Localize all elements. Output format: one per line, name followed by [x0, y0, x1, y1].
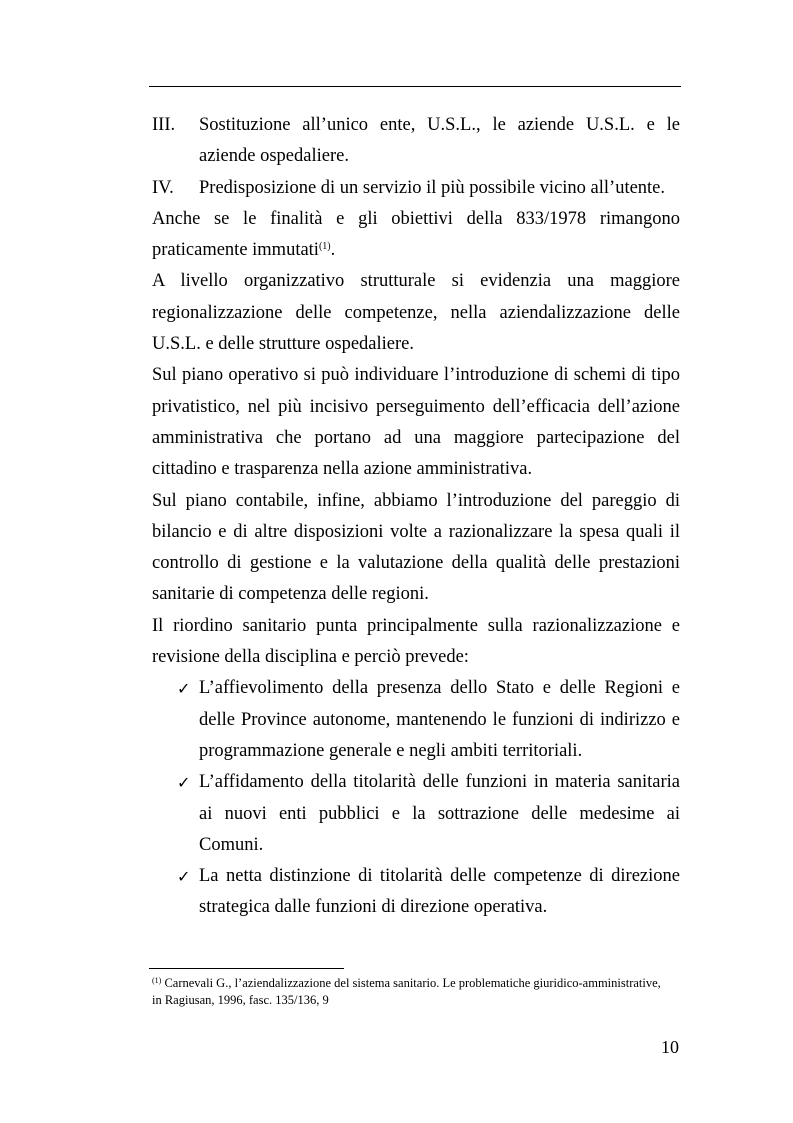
checkmark-icon: ✓ — [177, 867, 191, 887]
paragraph: Sul piano operativo si può individuare l’introduzione di schemi di tipo privatistico, nel più incisivo perseguimento dell’efficacia dell’azione amministrativa che portano ad una maggiore partecipazione del cittadino e trasparenza nella azione amministrativa. — [152, 365, 680, 480]
paragraph: Anche se le finalità e gli obiettivi della 833/1978 rimangono praticamente immutati$^{(1)}$. — [152, 208, 680, 261]
header-rule — [149, 86, 681, 87]
footnote-reference: (1) — [318, 241, 331, 253]
checklist-item-text: La netta distinzione di titolarità delle competenze di direzione strategica dalle funzioni di direzione operativa. — [199, 866, 680, 918]
footnote-text: Carnevali G., l’aziendalizzazione del sistema sanitario. Le problematiche giuridico-amministrative, in Ragiusan, 1996, fasc. 135/136, 9 — [152, 976, 661, 1007]
checklist-item — [177, 673, 680, 767]
checklist-item — [177, 767, 680, 861]
roman-list-item — [152, 173, 680, 204]
list-number: IV. — [152, 177, 174, 198]
checkmark-icon: ✓ — [177, 679, 191, 699]
page-number: 10 — [661, 1037, 679, 1057]
paragraph: A livello organizzativo strutturale si evidenzia una maggiore regionalizzazione delle competenze, nella aziendalizzazione delle U.S.L. e delle strutture ospedaliere. — [152, 271, 680, 355]
footnote-marker: (1) — [152, 976, 162, 985]
checklist-item — [177, 861, 680, 924]
list-item-text: Sostituzione all’unico ente, U.S.L., le aziende U.S.L. e le aziende ospedaliere. — [199, 115, 680, 167]
roman-list-item — [152, 110, 680, 173]
body-text — [152, 110, 680, 924]
checklist-item-text: L’affievolimento della presenza dello Stato e delle Regioni e delle Province autonome, mantenendo le funzioni di indirizzo e programmazione generale e negli ambiti territoriali. — [199, 678, 680, 761]
checklist-item-text: L’affidamento della titolarità delle funzioni in materia sanitaria ai nuovi enti pubblici e la sottrazione delle medesime ai Comuni. — [199, 772, 680, 855]
paragraph: Sul piano contabile, infine, abbiamo l’introduzione del pareggio di bilancio e di altre disposizioni volte a razionalizzare la spesa quali il controllo di gestione e la valutazione della qualità delle prestazioni sanitarie di competenza delle regioni. — [152, 490, 680, 605]
footnote — [152, 975, 672, 1009]
paragraph: Il riordino sanitario punta principalmente sulla razionalizzazione e revisione della disciplina e perciò prevede: — [152, 615, 680, 668]
footnote-rule — [149, 968, 344, 969]
list-number: III. — [152, 115, 176, 135]
list-item-text: Predisposizione di un servizio il più possibile vicino all’utente. — [199, 177, 666, 198]
checkmark-icon: ✓ — [177, 773, 191, 793]
